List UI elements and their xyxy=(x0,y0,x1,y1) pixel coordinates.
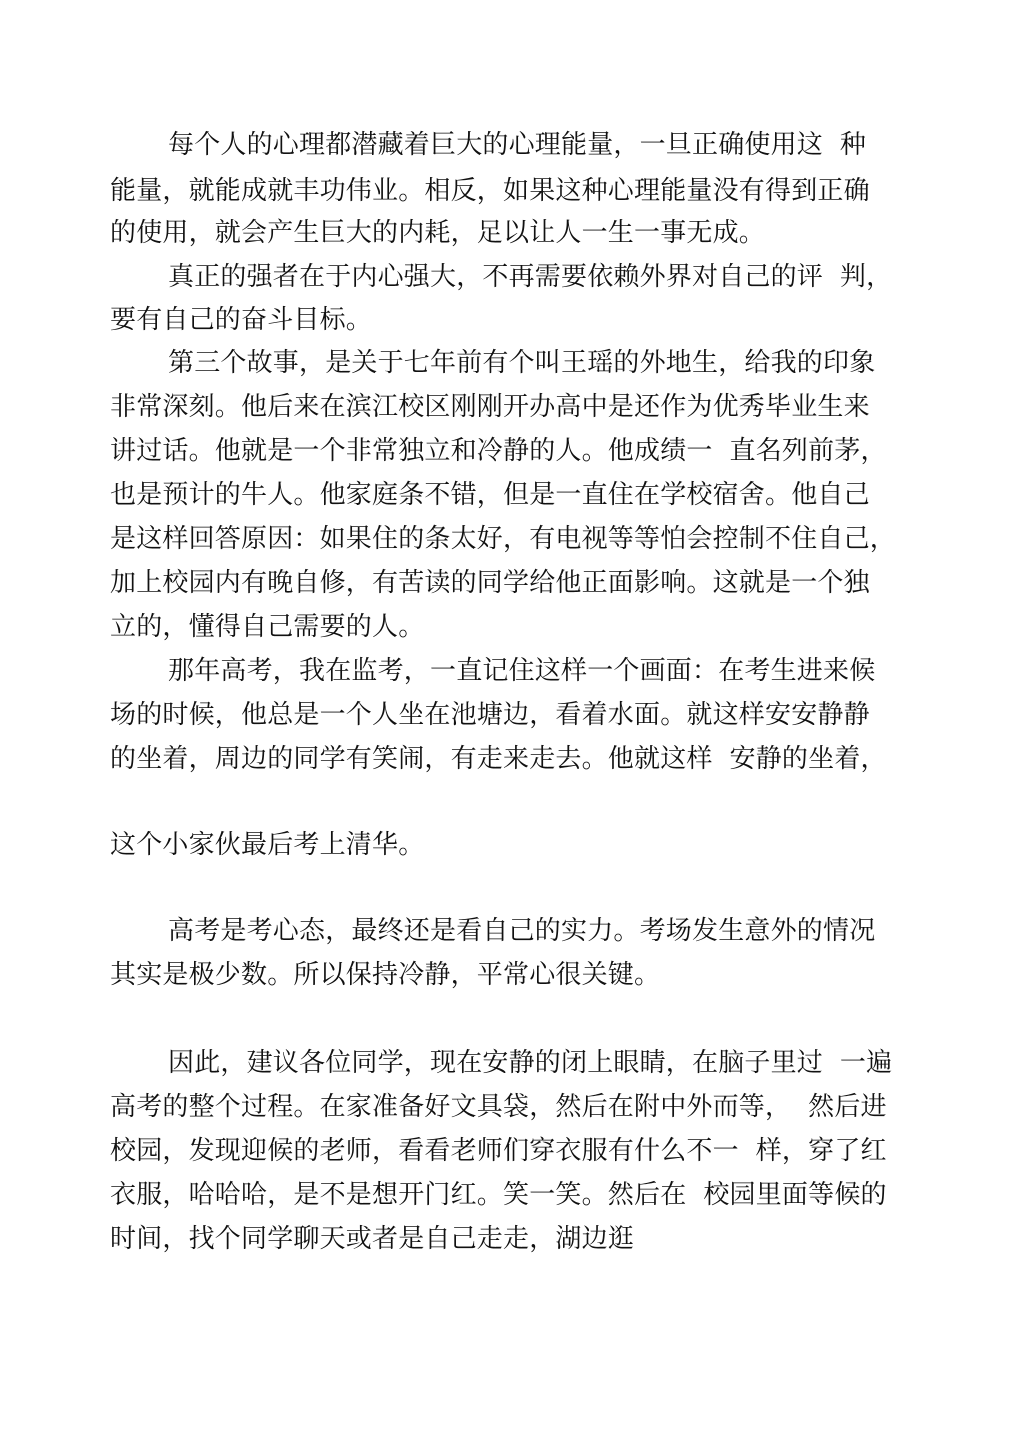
text-line: 的坐着，周边的同学有笑闹，有走来走去。他就这样 安静的坐着， xyxy=(110,744,887,774)
text-line: 能量，就能成就丰功伟业。相反，如果这种心理能量没有得到正确 xyxy=(110,176,870,206)
text-line: 校园，发现迎候的老师，看看老师们穿衣服有什么不一 样，穿了红 xyxy=(110,1136,887,1166)
text-line: 场的时候，他总是一个人坐在池塘边，看着水面。就这样安安静静 xyxy=(110,700,870,730)
text-line: 那年高考，我在监考，一直记住这样一个画面：在考生进来候 xyxy=(168,656,876,686)
text-line: 的使用，就会产生巨大的内耗，足以让人一生一事无成。 xyxy=(110,218,766,248)
text-line: 每个人的心理都潜藏着巨大的心理能量，一旦正确使用这 种 xyxy=(168,130,867,160)
text-line: 这个小家伙最后考上清华。 xyxy=(110,830,425,860)
text-line: 高考的整个过程。在家准备好文具袋，然后在附中外而等， 然后进 xyxy=(110,1092,887,1122)
text-line: 衣服，哈哈哈，是不是想开门红。笑一笑。然后在 校园里面等候的 xyxy=(110,1180,887,1210)
text-line: 第三个故事，是关于七年前有个叫王瑶的外地生，给我的印象 xyxy=(168,348,876,378)
text-line: 是这样回答原因：如果住的条太好，有电视等等怕会控制不住自己， xyxy=(110,524,897,554)
text-line: 也是预计的牛人。他家庭条不错，但是一直住在学校宿舍。他自己 xyxy=(110,480,870,510)
text-line: 真正的强者在于内心强大，不再需要依赖外界对自己的评 判， xyxy=(168,262,893,292)
text-line: 立的，懂得自己需要的人。 xyxy=(110,612,425,642)
text-line: 时间，找个同学聊天或者是自己走走，湖边逛 xyxy=(110,1224,635,1254)
text-line: 讲过话。他就是一个非常独立和冷静的人。他成绩一 直名列前茅， xyxy=(110,436,887,466)
text-line: 要有自己的奋斗目标。 xyxy=(110,305,373,335)
text-line: 加上校园内有晚自修，有苦读的同学给他正面影响。这就是一个独 xyxy=(110,568,870,598)
text-line: 高考是考心态，最终还是看自己的实力。考场发生意外的情况 xyxy=(168,916,876,946)
text-line: 其实是极少数。所以保持冷静，平常心很关键。 xyxy=(110,960,661,990)
text-line: 因此，建议各位同学，现在安静的闭上眼睛，在脑子里过 一遍 xyxy=(168,1048,893,1078)
text-line: 非常深刻。他后来在滨江校区刚刚开办高中是还作为优秀毕业生来 xyxy=(110,392,870,422)
